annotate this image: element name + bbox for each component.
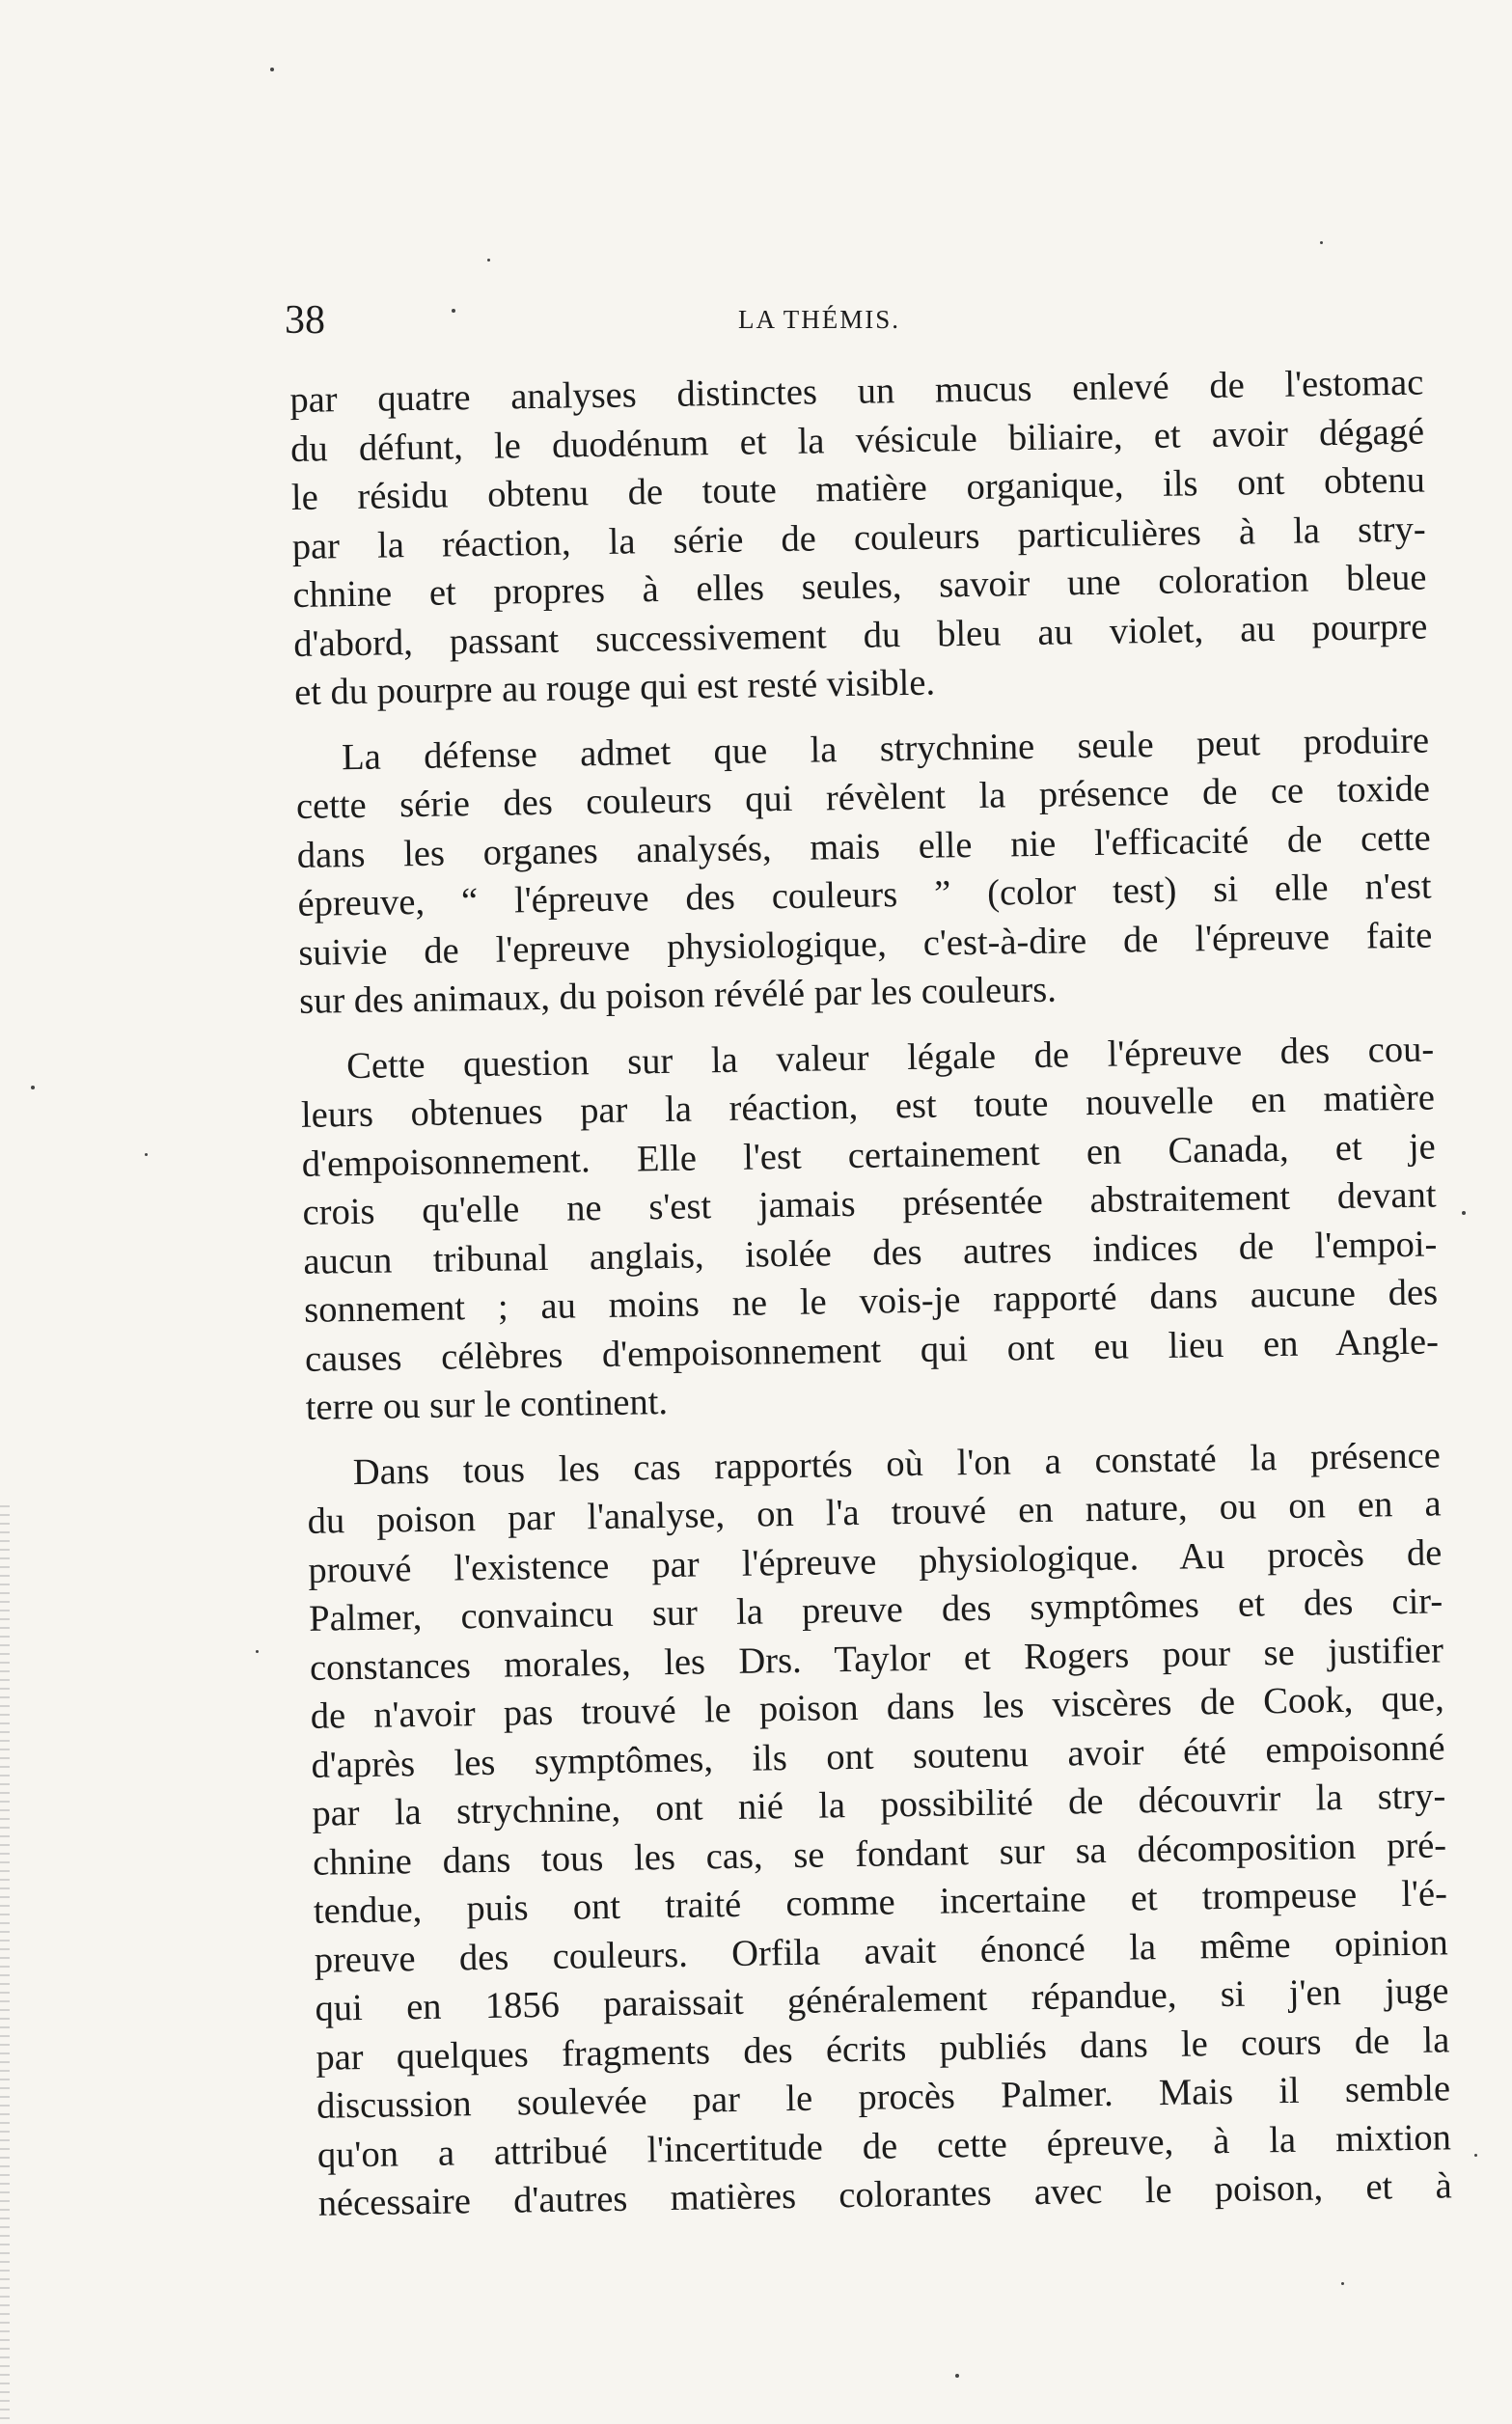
text-line: du poison par l'analyse, on l'a trouvé en nature, ou on en a [307,1483,1442,1542]
text-line: nécessaire d'autres matières colorantes avec le poison, et à [317,2165,1452,2224]
scan-speck [1462,1211,1466,1215]
text-line: suivie de l'epreuve physiologique, c'est-à-dire de l'épreuve faite [298,914,1433,974]
text-line: Dans tous les cas rapportés où l'on a constaté la présence [352,1434,1442,1493]
text-line: La défense admet que la strychnine seule peut produire [341,719,1430,778]
text-line: d'empoisonnement. Elle l'est certainement en Canada, et je [301,1125,1437,1185]
text-line: terre ou sur le continent. [305,1381,669,1428]
text-line: discussion soulevée par le procès Palmer. Mais il semble [316,2068,1451,2127]
text-line: de n'avoir pas trouvé le poison dans les viscères de Cook, que, [310,1678,1445,1737]
scan-speck [955,2374,959,2378]
text-line: et du pourpre au rouge qui est resté visible. [293,662,936,713]
text-line: Palmer, convaincu sur la preuve des symptômes et des cir- [308,1581,1443,1639]
text-line: dans les organes analysés, mais elle nie l'efficacité de cette [296,816,1431,876]
paragraph-3 [300,1025,1440,1432]
running-title: LA THÉMIS. [738,305,901,334]
body-text [289,359,1452,2245]
text-line: chnine et propres à elles seules, savoir une coloration bleue [292,557,1427,616]
scan-speck [1474,2154,1477,2157]
scan-speck [452,309,455,313]
text-line: par quelques fragments des écrits publiés dans le cours de la [316,2019,1450,2079]
scan-speck [270,68,274,71]
text-line: Cette question sur la valeur légale de l'épreuve des cou- [345,1028,1435,1087]
text-line: sonnement ; au moins ne le vois-je rapporté dans aucune des [303,1272,1439,1331]
text-line: d'après les symptômes, ils ont soutenu avoir été empoisonné [311,1726,1445,1786]
text-line: crois qu'elle ne s'est jamais présentée abstraitement devant [302,1174,1437,1233]
text-line: le résidu obtenu de toute matière organique, ils ont obtenu [290,459,1426,518]
text-line: par la strychnine, ont nié la possibilité de découvrir la stry- [312,1776,1446,1834]
paragraph-2 [295,716,1434,1026]
text-line: qu'on a attribué l'incertitude de cette épreuve, à la mixtion [316,2116,1452,2176]
page-header [285,297,1423,355]
paragraph-1 [289,359,1428,718]
text-line: tendue, puis ont traité comme incertaine et trompeuse l'é- [313,1873,1448,1932]
text-line: cette série des couleurs qui révèlent la présence de ce toxide [295,768,1431,827]
text-line: épreuve, “ l'épreuve des couleurs ” (color test) si elle n'est [297,866,1432,924]
text-line: chnine dans tous les cas, se fondant sur sa décomposition pré- [312,1824,1447,1884]
scan-speck [487,259,490,262]
text-line: du défunt, le duodénum et la vésicule biliaire, et avoir dégagé [289,411,1425,470]
text-line: aucun tribunal anglais, isolée des autres indices de l'empoi- [303,1223,1438,1282]
page-number: 38 [285,298,325,343]
text-line: qui en 1856 paraissait généralement répandue, si j'en juge [315,1970,1449,2029]
scan-speck [1320,241,1323,244]
text-line: leurs obtenues par la réaction, est toute nouvelle en matière [300,1077,1436,1136]
text-line: sur des animaux, du poison révélé par les couleurs. [298,969,1058,1022]
text-line: prouvé l'existence par l'épreuve physiologique. Au procès de [308,1531,1443,1591]
scan-speck [256,1650,259,1653]
scan-speck [145,1153,148,1156]
text-line: d'abord, passant successivement du bleu au violet, au pourpre [293,606,1428,665]
text-line: causes célèbres d'empoisonnement qui ont eu lieu en Angle- [304,1320,1440,1380]
text-line: preuve des couleurs. Orfila avait énoncé la même opinion [314,1921,1448,1981]
text-line: par la réaction, la série de couleurs particulières à la stry- [291,509,1426,567]
text-line: constances morales, les Drs. Taylor et Rogers pour se justifier [309,1629,1444,1689]
scan-speck [1341,2282,1344,2285]
scan-speck [31,1086,35,1089]
text-line: par quatre analyses distinctes un mucus enlevé de l'estomac [289,362,1424,421]
paragraph-4 [306,1431,1452,2228]
page-edge-shadow [0,1505,10,2424]
